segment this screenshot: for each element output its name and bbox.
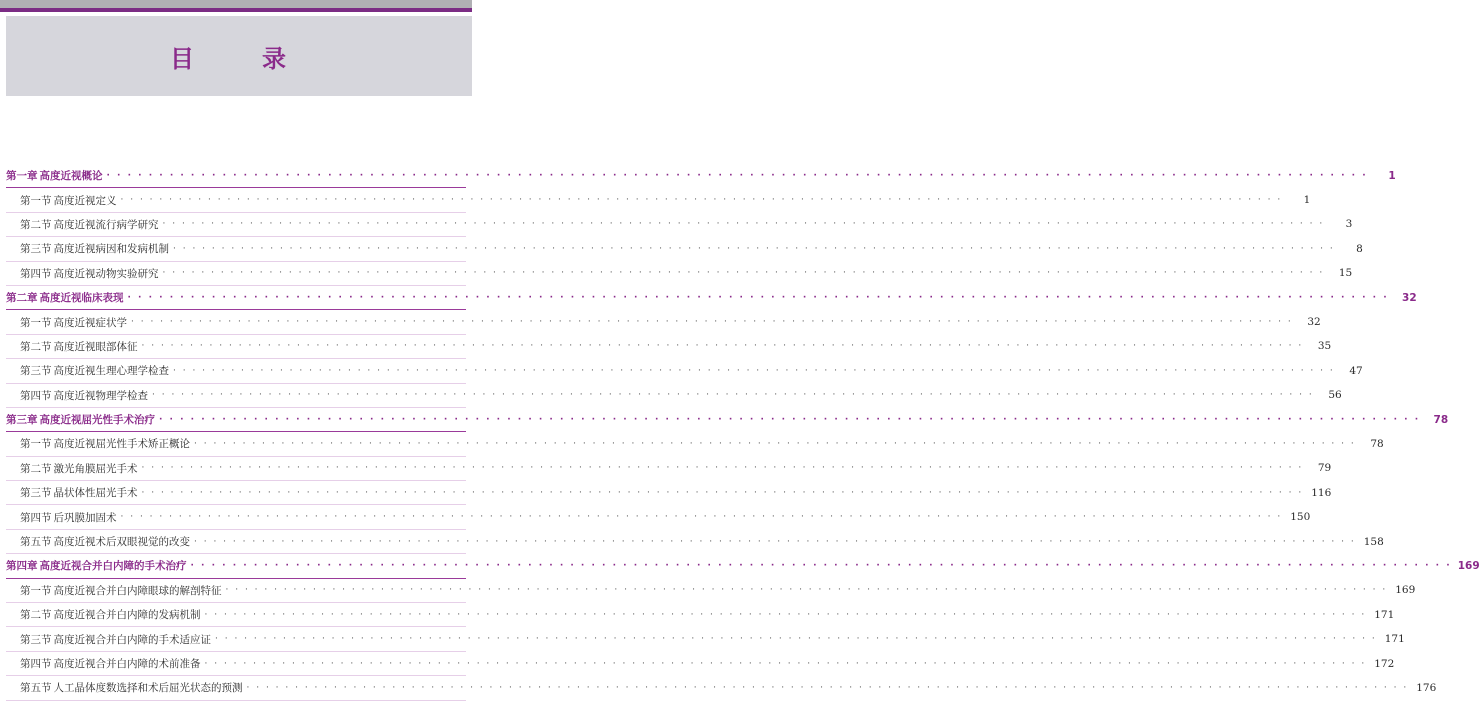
section-number: 第二节 [20,218,52,231]
page-number: 172 [1374,657,1395,670]
page-number: 3 [1345,218,1353,231]
section-title: 激光角膜屈光手术 [53,462,138,475]
dot-leader: · · · · · · · · · · · · · · · · · · · · · · · · · · · · · · · · · · · · · · · · · · · · · · · · · · · · · · · · · · · · · · · · · · · · · · · · · · · · · · · · · · · · · · · · · · · · · · · · · · · · · · · · · · · · · · · · · · · · · · · · [120,195,1283,206]
toc-section-row[interactable] [6,188,1311,212]
section-title: 高度近视定义 [53,194,117,207]
toc-section-row[interactable] [6,310,1321,334]
toc-section-row[interactable] [6,237,1363,261]
section-title: 高度近视合并白内障眼球的解剖特征 [53,584,222,597]
page-number: 15 [1338,267,1353,280]
chapter-number: 第三章 [6,414,38,427]
toc-section-row[interactable] [6,335,1332,359]
dot-leader: · · · · · · · · · · · · · · · · · · · · · · · · · · · · · · · · · · · · · · · · · · · · · · · · · · · · · · · · · · · · · · · · · · · · · · · · · · · · · · · · · · · · · · · · · · · · · · · · · · · · · · · · · · · · · · · · · · · · · · · · [159,414,1421,425]
section-number: 第四节 [20,267,52,280]
toc-chapter-row[interactable] [6,164,1396,188]
section-number: 第二节 [20,609,52,622]
dot-leader: · · · · · · · · · · · · · · · · · · · · · · · · · · · · · · · · · · · · · · · · · · · · · · · · · · · · · · · · · · · · · · · · · · · · · · · · · · · · · · · · · · · · · · · · · · · · · · · · · · · · · · · · · · · · · · · · · · · · · · · · [141,341,1304,352]
page-number: 32 [1307,316,1321,329]
toc-section-row[interactable] [6,505,1311,529]
toc-section-row[interactable] [6,579,1416,603]
page-title: 目 录 [170,44,308,73]
dot-leader: · · · · · · · · · · · · · · · · · · · · · · · · · · · · · · · · · · · · · · · · · · · · · · · · · · · · · · · · · · · · · · · · · · · · · · · · · · · · · · · · · · · · · · · · · · · · · · · · · · · · · · · · · · · · · · · · · · · · · · · · [127,292,1389,303]
section-title: 高度近视动物实验研究 [53,267,159,280]
section-number: 第三节 [20,365,52,378]
table-of-contents [6,164,1480,701]
page-number: 176 [1416,681,1437,694]
toc-section-row[interactable] [6,213,1353,237]
section-number: 第四节 [20,658,52,670]
page-number: 32 [1402,291,1417,304]
section-title: 人工晶体度数选择和术后屈光状态的预测 [53,682,243,695]
toc-chapter-row[interactable] [6,408,1449,432]
dot-leader: · · · · · · · · · · · · · · · · · · · · · · · · · · · · · · · · · · · · · · · · · · · · · · · · · · · · · · · · · · · · · · · · · · · · · · · · · · · · · · · · · · · · · · · · · · · · · · · · · · · · · · · · · · · · · · · · · · · · · · · · [120,512,1283,523]
dot-leader: · · · · · · · · · · · · · · · · · · · · · · · · · · · · · · · · · · · · · · · · · · · · · · · · · · · · · · · · · · · · · · · · · · · · · · · · · · · · · · · · · · · · · · · · · · · · · · · · · · · · · · · · · · · · · · · · · · · · · · · · [215,634,1377,645]
dot-leader: · · · · · · · · · · · · · · · · · · · · · · · · · · · · · · · · · · · · · · · · · · · · · · · · · · · · · · · · · · · · · · · · · · · · · · · · · · · · · · · · · · · · · · · · · · · · · · · · · · · · · · · · · · · · · · · · · · · · · · · · [194,438,1356,449]
chapter-title: 高度近视临床表现 [39,292,124,305]
section-title: 高度近视病因和发病机制 [53,243,169,256]
dot-leader: · · · · · · · · · · · · · · · · · · · · · · · · · · · · · · · · · · · · · · · · · · · · · · · · · · · · · · · · · · · · · · · · · · · · · · · · · · · · · · · · · · · · · · · · · · · · · · · · · · · · · · · · · · · · · · · · · · · · · · · · [194,536,1356,547]
page-number: 171 [1374,608,1395,621]
section-number: 第一节 [20,316,52,329]
section-number: 第一节 [20,438,52,451]
section-title: 高度近视合并白内障的术前准备 [53,658,201,670]
section-number: 第三节 [20,633,52,646]
page-number: 78 [1370,437,1384,450]
dot-leader: · · · · · · · · · · · · · · · · · · · · · · · · · · · · · · · · · · · · · · · · · · · · · · · · · · · · · · · · · · · · · · · · · · · · · · · · · · · · · · · · · · · · · · · · · · · · · · · · · · · · · · · · · · · · · · · · · · · · · · · · [173,365,1335,376]
chapter-title: 高度近视概论 [39,170,103,183]
dot-leader: · · · · · · · · · · · · · · · · · · · · · · · · · · · · · · · · · · · · · · · · · · · · · · · · · · · · · · · · · · · · · · · · · · · · · · · · · · · · · · · · · · · · · · · · · · · · · · · · · · · · · · · · · · · · · · · · · · · · · · · · [225,585,1388,596]
dot-leader: · · · · · · · · · · · · · · · · · · · · · · · · · · · · · · · · · · · · · · · · · · · · · · · · · · · · · · · · · · · · · · · · · · · · · · · · · · · · · · · · · · · · · · · · · · · · · · · · · · · · · · · · · · · · · · · · · · · · · · · · [162,219,1325,230]
section-title: 高度近视合并白内障的发病机制 [53,609,201,622]
toc-section-row[interactable] [6,603,1395,627]
toc-chapter-row[interactable] [6,286,1417,310]
dot-leader: · · · · · · · · · · · · · · · · · · · · · · · · · · · · · · · · · · · · · · · · · · · · · · · · · · · · · · · · · · · · · · · · · · · · · · · · · · · · · · · · · · · · · · · · · · · · · · · · · · · · · · · · · · · · · · · · · · · · · · · · [246,682,1409,693]
toc-section-row[interactable] [6,481,1332,505]
dot-leader: · · · · · · · · · · · · · · · · · · · · · · · · · · · · · · · · · · · · · · · · · · · · · · · · · · · · · · · · · · · · · · · · · · · · · · · · · · · · · · · · · · · · · · · · · · · · · · · · · · · · · · · · · · · · · · · · · · · · · · · · [204,609,1367,620]
page-number: 78 [1433,413,1449,426]
dot-leader: · · · · · · · · · · · · · · · · · · · · · · · · · · · · · · · · · · · · · · · · · · · · · · · · · · · · · · · · · · · · · · · · · · · · · · · · · · · · · · · · · · · · · · · · · · · · · · · · · · · · · · · · · · · · · · · · · · · · · · · · [162,268,1325,279]
section-number: 第四节 [20,389,52,402]
page-number: 171 [1384,633,1405,646]
toc-section-row[interactable] [6,432,1384,456]
chapter-title: 高度近视合并白内障的手术治疗 [39,560,187,573]
section-number: 第二节 [20,340,52,353]
page-number: 158 [1363,535,1384,548]
toc-section-row[interactable] [6,652,1395,676]
dot-leader: · · · · · · · · · · · · · · · · · · · · · · · · · · · · · · · · · · · · · · · · · · · · · · · · · · · · · · · · · · · · · · · · · · · · · · · · · · · · · · · · · · · · · · · · · · · · · · · · · · · · · · · · · · · · · · · · · · · · · · · · [106,170,1368,181]
section-title: 晶状体性屈光手术 [53,487,138,500]
section-number: 第一节 [20,194,52,207]
toc-section-row[interactable] [6,627,1405,651]
top-purple-rule [0,8,472,12]
toc-section-row[interactable] [6,457,1332,481]
page-number: 169 [1457,559,1480,572]
toc-section-row[interactable] [6,359,1363,383]
section-number: 第五节 [20,682,52,695]
section-number: 第一节 [20,584,52,597]
section-title: 高度近视流行病学研究 [53,218,159,231]
page-number: 79 [1317,462,1332,475]
toc-section-row[interactable] [6,676,1437,700]
chapter-number: 第四章 [6,560,38,573]
page-number: 116 [1311,486,1332,499]
page-number: 47 [1349,364,1363,377]
section-number: 第三节 [20,487,52,500]
section-title: 高度近视眼部体征 [53,340,138,353]
page-number: 169 [1395,584,1416,597]
section-title: 高度近视生理心理学检查 [53,365,169,378]
dot-leader: · · · · · · · · · · · · · · · · · · · · · · · · · · · · · · · · · · · · · · · · · · · · · · · · · · · · · · · · · · · · · · · · · · · · · · · · · · · · · · · · · · · · · · · · · · · · · · · · · · · · · · · · · · · · · · · · · · · · · · · · [190,560,1452,571]
section-title: 高度近视屈光性手术矫正概论 [53,438,190,451]
top-gray-band [0,0,472,8]
toc-section-row[interactable] [6,384,1342,408]
page-number: 56 [1328,389,1342,402]
dot-leader: · · · · · · · · · · · · · · · · · · · · · · · · · · · · · · · · · · · · · · · · · · · · · · · · · · · · · · · · · · · · · · · · · · · · · · · · · · · · · · · · · · · · · · · · · · · · · · · · · · · · · · · · · · · · · · · · · · · · · · · · [152,390,1314,401]
page-number: 150 [1290,511,1311,524]
section-title: 后巩膜加固术 [53,511,117,524]
toc-section-row[interactable] [6,262,1353,286]
dot-leader: · · · · · · · · · · · · · · · · · · · · · · · · · · · · · · · · · · · · · · · · · · · · · · · · · · · · · · · · · · · · · · · · · · · · · · · · · · · · · · · · · · · · · · · · · · · · · · · · · · · · · · · · · · · · · · · · · · · · · · · · [131,317,1293,328]
dot-leader: · · · · · · · · · · · · · · · · · · · · · · · · · · · · · · · · · · · · · · · · · · · · · · · · · · · · · · · · · · · · · · · · · · · · · · · · · · · · · · · · · · · · · · · · · · · · · · · · · · · · · · · · · · · · · · · · · · · · · · · · [141,487,1304,498]
chapter-number: 第一章 [6,170,38,183]
toc-chapter-row[interactable] [6,554,1480,578]
section-number: 第三节 [20,243,52,256]
section-number: 第二节 [20,462,52,475]
chapter-title: 高度近视屈光性手术治疗 [39,414,155,427]
section-title: 高度近视合并白内障的手术适应证 [53,633,211,646]
toc-section-row[interactable] [6,530,1384,554]
section-title: 高度近视术后双眼视觉的改变 [53,536,190,549]
page-number: 35 [1317,340,1332,353]
dot-leader: · · · · · · · · · · · · · · · · · · · · · · · · · · · · · · · · · · · · · · · · · · · · · · · · · · · · · · · · · · · · · · · · · · · · · · · · · · · · · · · · · · · · · · · · · · · · · · · · · · · · · · · · · · · · · · · · · · · · · · · · [141,463,1304,474]
section-number: 第五节 [20,536,52,549]
page-number: 1 [1303,194,1311,207]
dot-leader: · · · · · · · · · · · · · · · · · · · · · · · · · · · · · · · · · · · · · · · · · · · · · · · · · · · · · · · · · · · · · · · · · · · · · · · · · · · · · · · · · · · · · · · · · · · · · · · · · · · · · · · · · · · · · · · · · · · · · · · · [173,243,1335,254]
chapter-number: 第二章 [6,292,38,305]
title-banner [6,16,472,96]
dot-leader: · · · · · · · · · · · · · · · · · · · · · · · · · · · · · · · · · · · · · · · · · · · · · · · · · · · · · · · · · · · · · · · · · · · · · · · · · · · · · · · · · · · · · · · · · · · · · · · · · · · · · · · · · · · · · · · · · · · · · · · · [204,658,1367,669]
section-number: 第四节 [20,511,52,524]
section-title: 高度近视症状学 [53,316,127,329]
section-title: 高度近视物理学检查 [53,389,148,402]
page-number: 1 [1388,169,1396,182]
page-number: 8 [1356,242,1363,255]
